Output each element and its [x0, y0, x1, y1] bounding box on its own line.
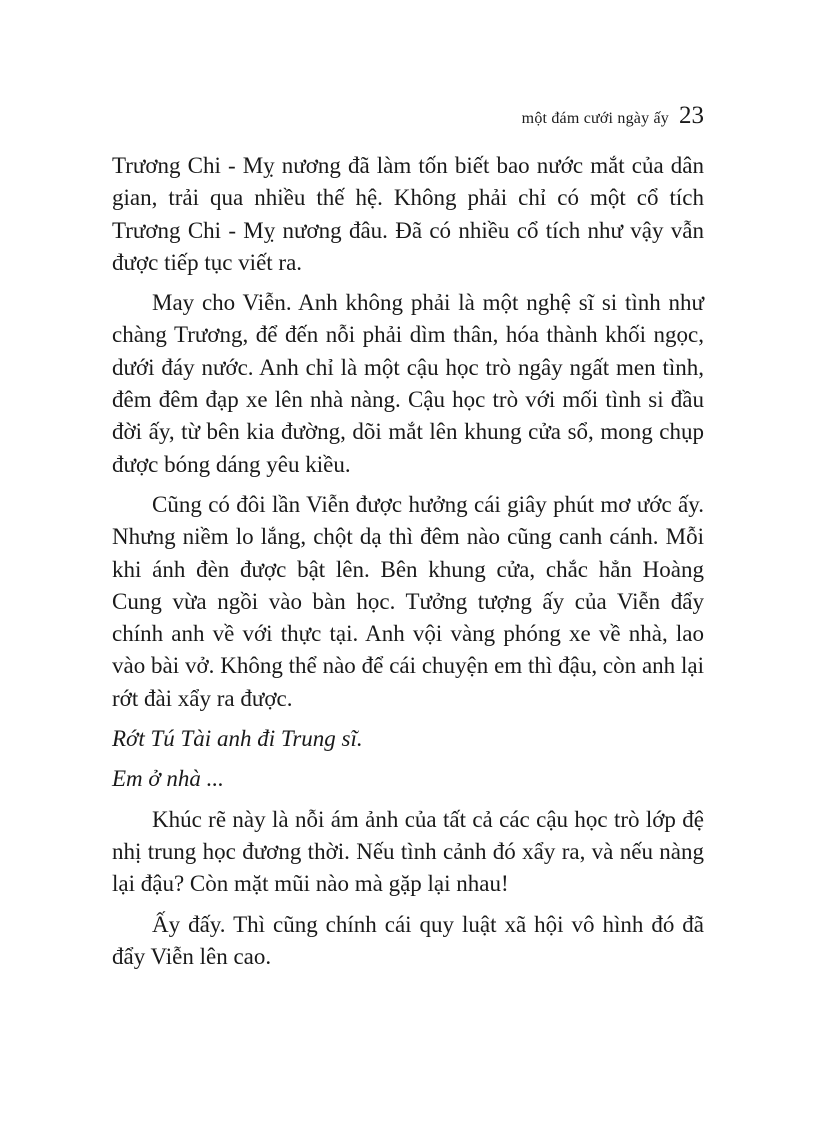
running-title: một đám cưới ngày ấy: [521, 110, 669, 127]
paragraph: Cũng có đôi lần Viễn được hưởng cái giây phút mơ ước ấy. Nhưng niềm lo lắng, chột dạ thì đêm nào cũng canh cánh. Mỗi khi ánh đèn được bật lên. Bên khung cửa, chắc hẳn Hoàng Cung vừa ngồi vào bàn học. Tưởng tượng ấy của Viễn đẩy chính anh về với thực tại. Anh vội vàng phóng xe về nhà, lao vào bài vở. Không thể nào để cái chuyện em thì đậu, còn anh lại rớt đài xẩy ra được.: [112, 491, 704, 711]
paragraph: Khúc rẽ này là nỗi ám ảnh của tất cả các cậu học trò lớp đệ nhị trung học đương thời. Nếu tình cảnh đó xẩy ra, và nếu nàng lại đậu? Còn mặt mũi nào mà gặp lại nhau!: [112, 806, 704, 897]
verse-line: Em ở nhà ...: [112, 766, 224, 792]
paragraph: Ấy đấy. Thì cũng chính cái quy luật xã hội vô hình đó đã đẩy Viễn lên cao.: [112, 911, 704, 969]
paragraph: Trương Chi - Mỵ nương đã làm tốn biết bao nước mắt của dân gian, trải qua nhiều thế hệ. Không phải chỉ có một cổ tích Trương Chi - Mỵ nương đâu. Đã có nhiều cổ tích như vậy vẫn được tiếp tục viết ra.: [112, 153, 704, 275]
paragraph: May cho Viễn. Anh không phải là một nghệ sĩ si tình như chàng Trương, để đến nỗi phải dìm thân, hóa thành khối ngọc, dưới đáy nước. Anh chỉ là một cậu học trò ngây ngất men tình, đêm đêm đạp xe lên nhà nàng. Cậu học trò với mối tình si đầu đời ấy, từ bên kia đường, dõi mắt lên khung cửa sổ, mong chụp được bóng dáng yêu kiều.: [112, 290, 704, 477]
body-text: [112, 150, 704, 981]
verse-line: Rớt Tú Tài anh đi Trung sĩ.: [112, 726, 363, 752]
page-number: 23: [679, 102, 704, 129]
page-header: [522, 102, 704, 130]
